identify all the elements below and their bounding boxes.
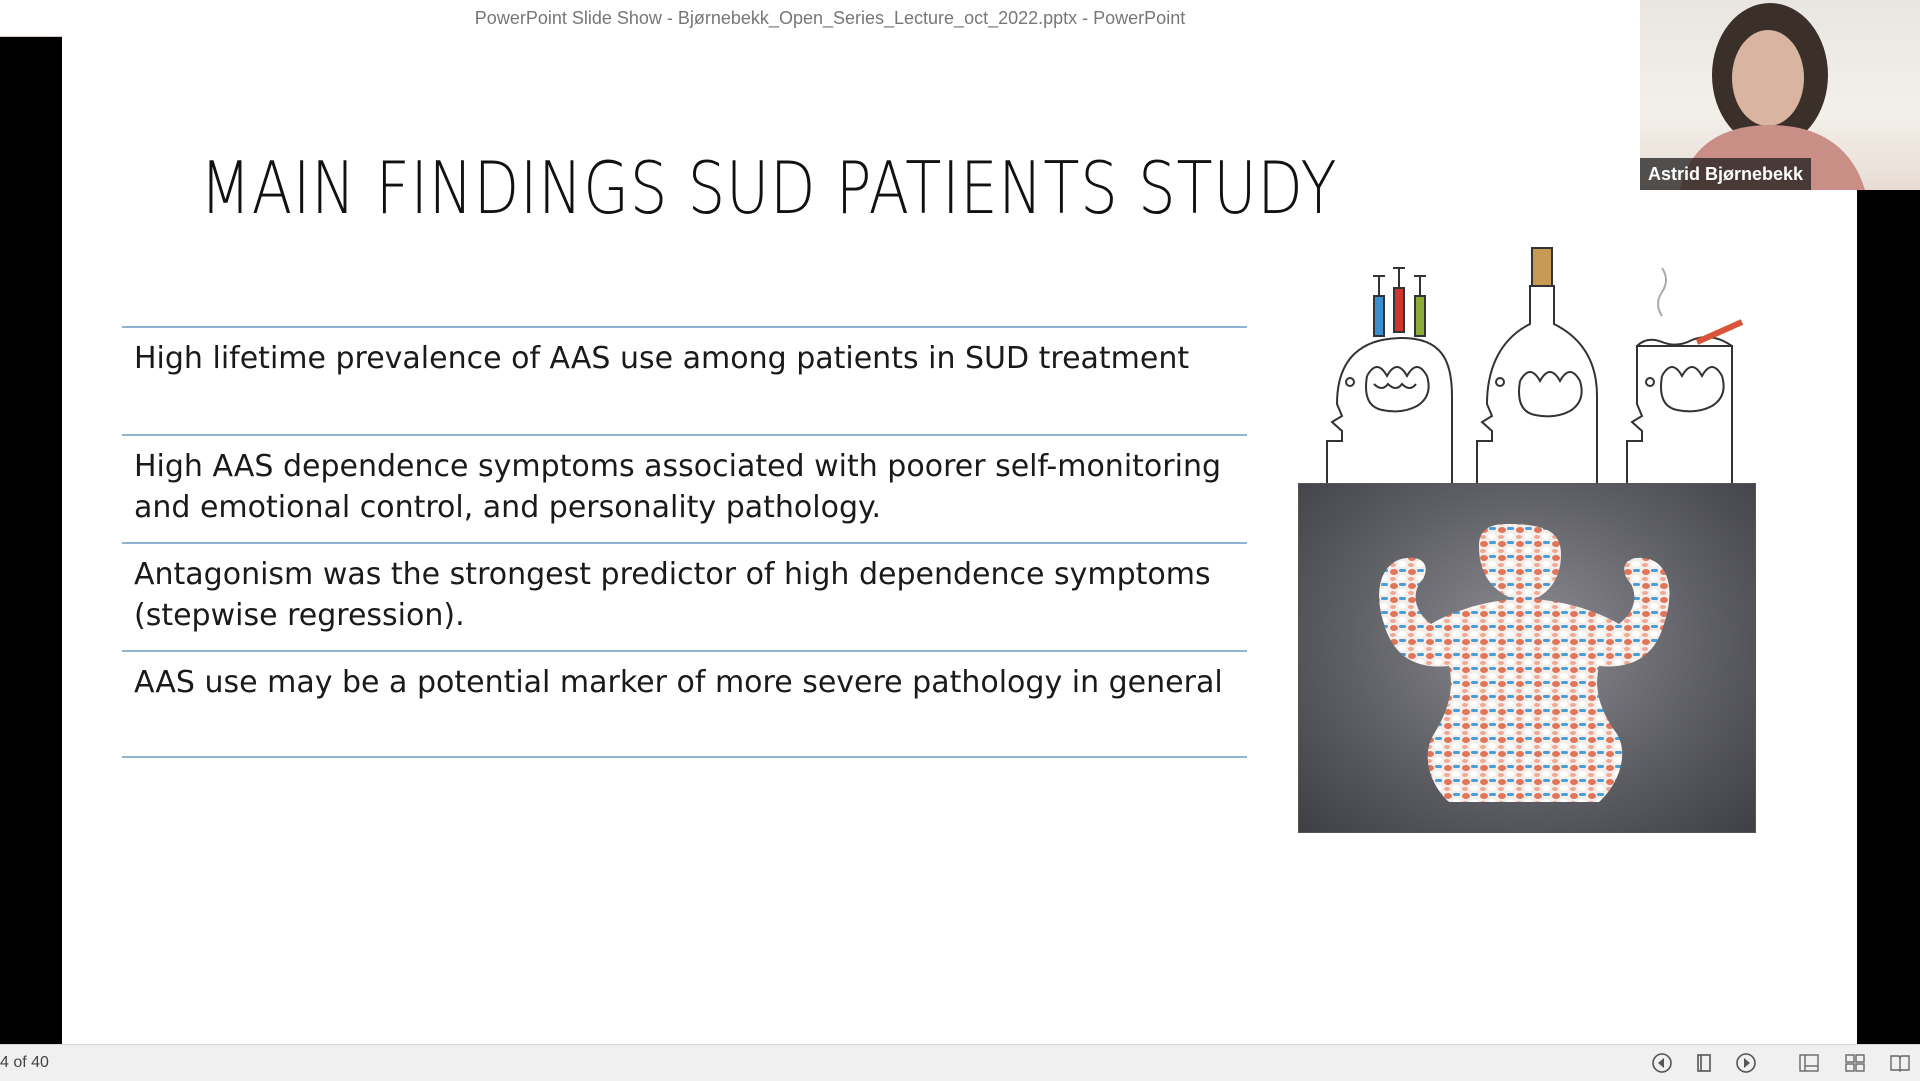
findings-list xyxy=(122,326,1247,758)
finding-item: AAS use may be a potential marker of more severe pathology in general xyxy=(122,650,1247,758)
slide-sorter-icon[interactable] xyxy=(1692,1051,1716,1075)
addiction-heads-illustration xyxy=(1292,246,1772,486)
slide-counter: 4 of 40 xyxy=(0,1054,49,1071)
finding-item: High lifetime prevalence of AAS use among patients in SUD treatment xyxy=(122,326,1247,434)
webcam-video[interactable] xyxy=(1640,0,1920,190)
window-title: PowerPoint Slide Show - Bjørnebekk_Open_Series_Lecture_oct_2022.pptx - PowerPoint xyxy=(474,7,1186,28)
slide-canvas xyxy=(62,36,1857,1044)
participant-name-label: Astrid Bjørnebekk xyxy=(1640,158,1811,190)
finding-item: Antagonism was the strongest predictor of high dependence symptoms (stepwise regression). xyxy=(122,542,1247,650)
head-bottle-icon xyxy=(1477,248,1597,486)
pills-figure-graphic xyxy=(1299,484,1755,832)
window-title-bar xyxy=(0,0,1920,37)
next-icon[interactable] xyxy=(1734,1051,1758,1075)
finding-item: High AAS dependence symptoms associated with poorer self-monitoring and emotional control, and personality pathology. xyxy=(122,434,1247,542)
previous-icon[interactable] xyxy=(1650,1051,1674,1075)
slide-title: MAIN FINDINGS SUD PATIENTS STUDY xyxy=(200,146,1338,230)
head-syringes-icon xyxy=(1327,268,1452,486)
head-cigarette-icon xyxy=(1627,268,1742,486)
normal-view-icon[interactable] xyxy=(1797,1051,1821,1075)
slideshow-status-bar xyxy=(0,1044,1920,1081)
grid-view-icon[interactable] xyxy=(1843,1051,1867,1075)
reading-view-icon[interactable] xyxy=(1888,1051,1912,1075)
pills-strongman-photo xyxy=(1298,483,1756,833)
